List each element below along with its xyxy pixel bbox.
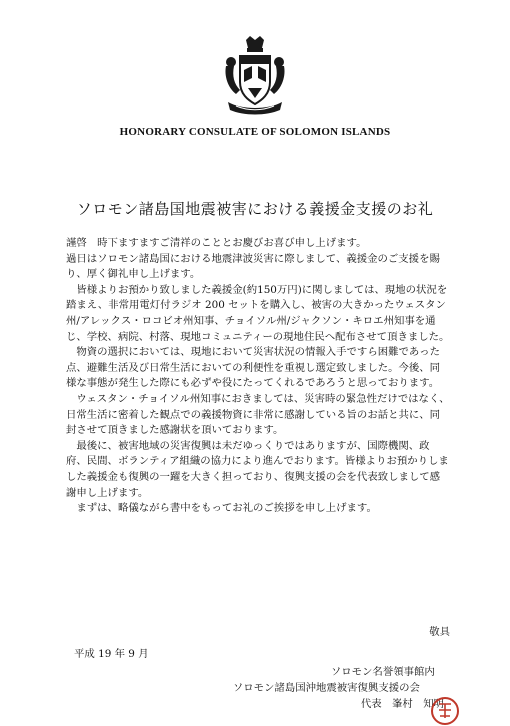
letter-title: ソロモン諸島国地震被害における義援金支援のお礼 bbox=[76, 200, 434, 218]
sender-block bbox=[233, 664, 444, 712]
letter-date: 平成 19 年 9 月 bbox=[74, 648, 149, 660]
closing-paragraph: まずは、略儀ながら書中をもってお礼のご挨拶を申し上げます。 bbox=[76, 502, 377, 515]
sender-organization: ソロモン諸島国沖地震被害復興支援の会 bbox=[232, 682, 420, 694]
hanko-seal-icon bbox=[430, 696, 460, 726]
opening-salutation: 謹啓 時下ますますご清祥のこととお慶びお喜び申し上げます。 bbox=[66, 237, 367, 249]
closing-keigu: 敬具 bbox=[429, 626, 450, 638]
body-paragraph: 最後に、被害地域の災害復興は未だゆっくりではありますが、国際機関、政府、民間、ボランティア組織の協力により進んでおります。皆様よりお預かりしました義援金も復興の一躍を大きく担っており、復興支援の会を代表致しまして感謝申し上げます。 bbox=[66, 439, 449, 499]
body-paragraph: 物資の選択においては、現地において災害状況の情報入手ですら困難であった点、避難生活及び日常生活においての利便性を重視し選定致しました。今後、同様な事態が発生した際にも必ずや役にたってくれるであろうと思っております。 bbox=[66, 346, 441, 390]
sender-representative: 代表 峯村 知明 bbox=[360, 698, 444, 710]
body-paragraph: 過日はソロモン諸島国における地震津波災害に際しまして、義援金のご支援を賜り、厚く御礼申し上げます。 bbox=[66, 252, 440, 281]
sender-office: ソロモン名誉領事館内 bbox=[330, 666, 435, 678]
body-paragraph: 皆様よりお預かり致しました義援金(約150万円)に関しましては、現地の状況を踏まえ、非常用電灯付ラジオ 200 セットを購入し、被害の大きかったウェスタン州/アレックス・ロコビオ州知事、チョイソル州/ジャクソン・キロエ州知事を通じ、学校、病院、村落、現地コミュニティーの現地住民へ配布させて頂きました。 bbox=[66, 283, 450, 343]
letter-body bbox=[66, 236, 450, 517]
letterhead-organization: HONORARY CONSULATE OF SOLOMON ISLANDS bbox=[119, 126, 391, 138]
body-paragraph: ウェスタン・チョイソル州知事におきましては、災害時の緊急性だけではなく、日常生活に密着した観点での義援物資に非常に感謝している旨のお話と共に、同封させて頂きました感謝状を頂いております。 bbox=[66, 392, 450, 437]
coat-of-arms-emblem bbox=[222, 36, 288, 118]
